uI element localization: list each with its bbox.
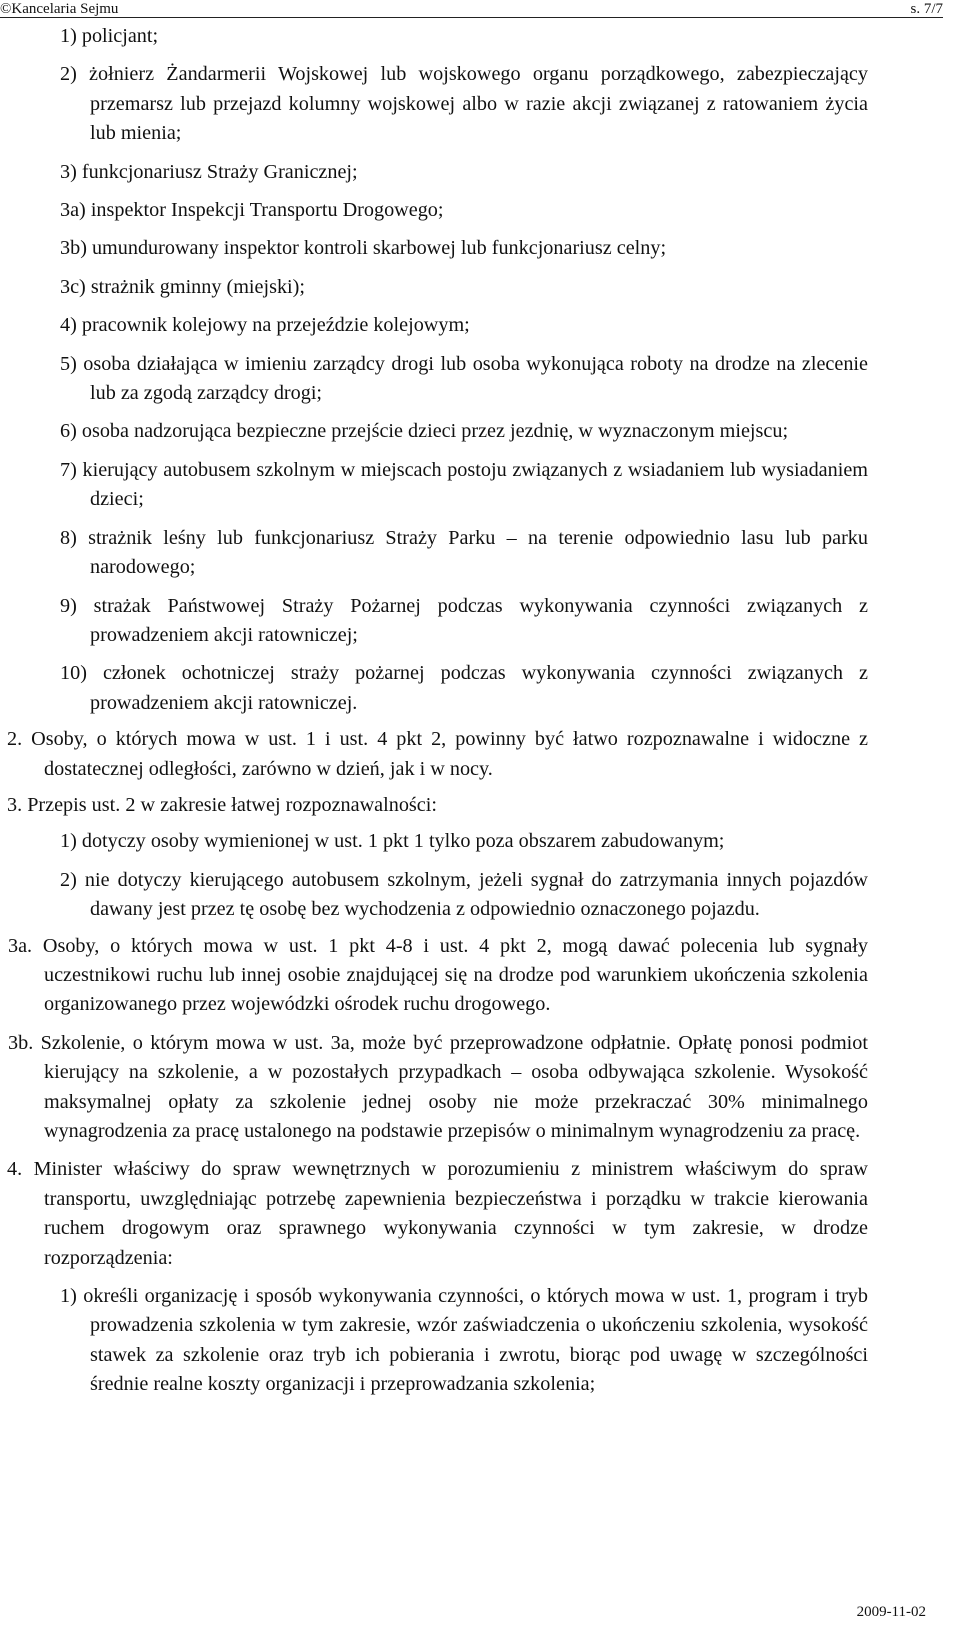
section-2: 2. Osoby, o których mowa w ust. 1 i ust. 4 pkt 2, powinny być łatwo rozpoznawalne i widoczne z dostatecznej odległości, zarówno w dzień, jak i w nocy. [7, 728, 868, 780]
header-page-number: s. 7/7 [910, 1, 943, 17]
section-4-item: 1) określi organizację i sposób wykonywania czynności, o których mowa w ust. 1, program i tryb prowadzenia szkolenia w tym zakresie, wzór zaświadczenia o ukończeniu szkolenia, wysokość stawek za szkolenie oraz tryb ich pobierania i zwrotu, biorąc pod uwagę w szczególności średnie realne koszty organizacji i przeprowadzania szkolenia; [60, 1285, 868, 1396]
header-source: ©Kancelaria Sejmu [0, 1, 119, 17]
list-item: 3c) strażnik gminny (miejski); [60, 275, 306, 298]
section-3-item: 1) dotyczy osoby wymienionej w ust. 1 pkt 1 tylko poza obszarem zabudowanym; [60, 830, 725, 853]
list-item: 2) żołnierz Żandarmerii Wojskowej lub wojskowego organu porządkowego, zabezpieczający przemarsz lub przejazd kolumny wojskowej albo w razie akcji związanej z ratowaniem życia lub mienia; [60, 63, 868, 145]
section-4: 4. Minister właściwy do spraw wewnętrznych w porozumieniu z ministrem właściwym do spraw transportu, uwzględniając potrzebę zapewnienia bezpieczeństwa i porządku w trakcie kierowania ruchem drogowym oraz sprawnego wykonywania czynności w tym zakresie, w drodze rozporządzenia: [7, 1158, 868, 1269]
section-3b: 3b. Szkolenie, o którym mowa w ust. 3a, może być przeprowadzone odpłatnie. Opłatę ponosi podmiot kierujący na szkolenie, a w pozostałych przypadkach – osoba odbywająca szkolenie. Wysokość maksymalnej opłaty za szkolenie jednej osoby nie może przekraczać 30% minimalnego wynagrodzenia za pracę ustalonego na podstawie przepisów o minimalnym wynagrodzeniu za pracę. [8, 1031, 868, 1142]
list-item: 5) osoba działająca w imieniu zarządcy drogi lub osoba wykonująca roboty na drodze na zlecenie lub za zgodą zarządcy drogi; [60, 352, 868, 405]
list-item: 10) członek ochotniczej straży pożarnej podczas wykonywania czynności związanych z prowadzeniem akcji ratowniczej. [60, 662, 868, 714]
header-divider [0, 17, 943, 18]
document-body [0, 22, 960, 1400]
list-item: 1) policjant; [60, 25, 159, 47]
list-item: 3) funkcjonariusz Straży Granicznej; [60, 160, 358, 183]
list-item: 7) kierujący autobusem szkolnym w miejscach postoju związanych z wsiadaniem lub wysiadaniem dzieci; [60, 458, 868, 511]
list-item: 6) osoba nadzorująca bezpieczne przejście dzieci przez jezdnię, w wyznaczonym miejscu; [60, 420, 789, 443]
list-item: 9) strażak Państwowej Straży Pożarnej podczas wykonywania czynności związanych z prowadzeniem akcji ratowniczej; [60, 594, 868, 646]
list-item: 3b) umundurowany inspektor kontroli skarbowej lub funkcjonariusz celny; [60, 237, 667, 260]
section-3a: 3a. Osoby, o których mowa w ust. 1 pkt 4-8 i ust. 4 pkt 2, mogą dawać polecenia lub sygnały uczestnikowi ruchu lub innej osobie znajdującej się na drodze pod warunkiem ukończenia szkolenia organizowanego przez wojewódzki ośrodek ruchu drogowego. [8, 934, 868, 1016]
footer-date: 2009-11-02 [856, 1604, 926, 1620]
list-item: 3a) inspektor Inspekcji Transportu Drogowego; [60, 199, 444, 222]
section-3: 3. Przepis ust. 2 w zakresie łatwej rozpoznawalności: [7, 793, 437, 816]
list-item: 8) strażnik leśny lub funkcjonariusz Straży Parku – na terenie odpowiednio lasu lub parku narodowego; [60, 526, 868, 579]
section-3-item: 2) nie dotyczy kierującego autobusem szkolnym, jeżeli sygnał do zatrzymania innych pojazdów dawany jest przez tę osobę bez wychodzenia z odpowiednio oznaczonego pojazdu. [60, 868, 868, 921]
list-item: 4) pracownik kolejowy na przejeździe kolejowym; [60, 314, 470, 337]
